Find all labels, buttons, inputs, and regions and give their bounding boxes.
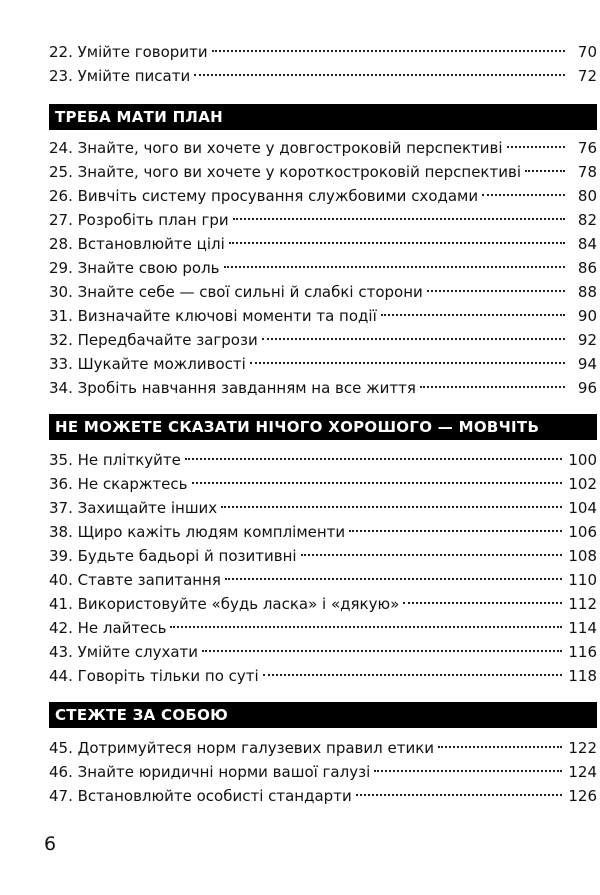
- toc-entry: [49, 256, 597, 280]
- toc-entry-page: 118: [568, 667, 597, 685]
- toc-entry-page: 124: [568, 763, 597, 781]
- toc-entry: [49, 760, 597, 784]
- toc-entry-page: 80: [577, 187, 597, 205]
- dot-leader: [301, 554, 563, 556]
- toc-entry: [49, 664, 597, 688]
- dot-leader: [263, 674, 563, 676]
- toc-entry: [49, 640, 597, 664]
- toc-entry-title: 43. Умійте слухати: [49, 643, 198, 661]
- dot-leader: [202, 650, 562, 652]
- toc-entry-page: 72: [577, 67, 597, 85]
- toc-entry: [49, 736, 597, 760]
- toc-entry: [49, 376, 597, 400]
- toc-entry-page: 76: [577, 139, 597, 157]
- toc-entry-title: 22. Умійте говорити: [49, 43, 208, 61]
- toc-entry: [49, 592, 597, 616]
- toc-entry-page: 88: [577, 283, 597, 301]
- toc-entry-page: 112: [568, 595, 597, 613]
- dot-leader: [225, 578, 562, 580]
- toc-entry-title: 26. Вивчіть систему просування службовими сходами: [49, 187, 479, 205]
- toc-entry: [49, 472, 597, 496]
- toc-entry-title: 27. Розробіть план гри: [49, 211, 229, 229]
- toc-entry-page: 116: [568, 643, 597, 661]
- dot-leader: [374, 770, 562, 772]
- toc-entry-title: 28. Встановлюйте цілі: [49, 235, 225, 253]
- toc-entry-page: 92: [577, 331, 597, 349]
- toc-entry-title: 44. Говоріть тільки по суті: [49, 667, 259, 685]
- dot-leader: [349, 530, 562, 532]
- toc-entry-page: 122: [568, 739, 597, 757]
- toc-entry-page: 104: [568, 499, 597, 517]
- toc-entry: [49, 328, 597, 352]
- toc-entry: [49, 280, 597, 304]
- dot-leader: [525, 170, 565, 172]
- dot-leader: [250, 362, 565, 364]
- dot-leader: [356, 794, 563, 796]
- toc-entry-title: 36. Не скаржтесь: [49, 475, 188, 493]
- toc-entry-page: 114: [568, 619, 597, 637]
- toc-entry-page: 110: [568, 571, 597, 589]
- toc-entry-title: 30. Знайте себе — свої сильні й слабкі сторони: [49, 283, 423, 301]
- toc-entry-page: 84: [577, 235, 597, 253]
- dot-leader: [482, 194, 565, 196]
- dot-leader: [427, 290, 565, 292]
- toc-entry: [49, 136, 597, 160]
- section-heading: ТРЕБА МАТИ ПЛАН: [49, 104, 597, 130]
- toc-entry-page: 126: [568, 787, 597, 805]
- toc-entry-page: 82: [577, 211, 597, 229]
- toc-entry: [49, 64, 597, 88]
- toc-entry-title: 23. Умійте писати: [49, 67, 191, 85]
- toc-entry: [49, 448, 597, 472]
- toc-entry-page: 108: [568, 547, 597, 565]
- dot-leader: [212, 50, 565, 52]
- toc-entry-page: 86: [577, 259, 597, 277]
- toc-entry-title: 45. Дотримуйтеся норм галузевих правил етики: [49, 739, 435, 757]
- dot-leader: [403, 602, 562, 604]
- toc-entry-title: 34. Зробіть навчання завданням на все життя: [49, 379, 416, 397]
- toc-entry: [49, 568, 597, 592]
- toc-entry-title: 39. Будьте бадьорі й позитивні: [49, 547, 297, 565]
- toc-entry: [49, 232, 597, 256]
- toc-entry-page: 96: [577, 379, 597, 397]
- dot-leader: [221, 506, 562, 508]
- toc-entry-title: 47. Встановлюйте особисті стандарти: [49, 787, 352, 805]
- toc-entry-title: 29. Знайте свою роль: [49, 259, 220, 277]
- dot-leader: [170, 626, 562, 628]
- toc-entry-title: 32. Передбачайте загрози: [49, 331, 258, 349]
- toc-entry: [49, 520, 597, 544]
- toc-entry: [49, 184, 597, 208]
- section-heading: НЕ МОЖЕТЕ СКАЗАТИ НІЧОГО ХОРОШОГО — МОВЧІТЬ: [49, 414, 597, 440]
- toc-entry: [49, 352, 597, 376]
- toc-entry-title: 40. Ставте запитання: [49, 571, 221, 589]
- dot-leader: [224, 266, 565, 268]
- dot-leader: [420, 386, 565, 388]
- toc-entry-page: 70: [577, 43, 597, 61]
- toc-entry: [49, 784, 597, 808]
- dot-leader: [192, 482, 563, 484]
- dot-leader: [229, 242, 565, 244]
- toc-entry-title: 33. Шукайте можливості: [49, 355, 246, 373]
- toc-entry: [49, 160, 597, 184]
- dot-leader: [507, 146, 565, 148]
- toc-entry-page: 100: [568, 451, 597, 469]
- toc-entry-title: 24. Знайте, чого ви хочете у довгостроковій перспективі: [49, 139, 503, 157]
- section-heading: СТЕЖТЕ ЗА СОБОЮ: [49, 702, 597, 728]
- toc-entry-title: 35. Не пліткуйте: [49, 451, 181, 469]
- toc-entry-title: 42. Не лайтесь: [49, 619, 167, 637]
- toc-entry-page: 78: [577, 163, 597, 181]
- toc-entry-title: 38. Щиро кажіть людям компліменти: [49, 523, 346, 541]
- toc-entry: [49, 208, 597, 232]
- dot-leader: [262, 338, 565, 340]
- toc-entry: [49, 616, 597, 640]
- dot-leader: [194, 74, 565, 76]
- dot-leader: [233, 218, 565, 220]
- toc-entry-page: 90: [577, 307, 597, 325]
- toc-entry-title: 46. Знайте юридичні норми вашої галузі: [49, 763, 371, 781]
- toc-entry: [49, 544, 597, 568]
- toc-entry: [49, 40, 597, 64]
- toc-entry-title: 25. Знайте, чого ви хочете у короткостроковій перспективі: [49, 163, 521, 181]
- toc-entry-page: 106: [568, 523, 597, 541]
- page-number: 6: [44, 833, 57, 855]
- toc-entry-title: 41. Використовуйте «будь ласка» і «дякую»: [49, 595, 400, 613]
- dot-leader: [185, 458, 563, 460]
- dot-leader: [438, 746, 562, 748]
- toc-entry-page: 94: [577, 355, 597, 373]
- toc-entry: [49, 304, 597, 328]
- toc-entry: [49, 496, 597, 520]
- toc-entry-title: 31. Визначайте ключові моменти та події: [49, 307, 377, 325]
- toc-entry-page: 102: [568, 475, 597, 493]
- dot-leader: [381, 314, 565, 316]
- toc-entry-title: 37. Захищайте інших: [49, 499, 218, 517]
